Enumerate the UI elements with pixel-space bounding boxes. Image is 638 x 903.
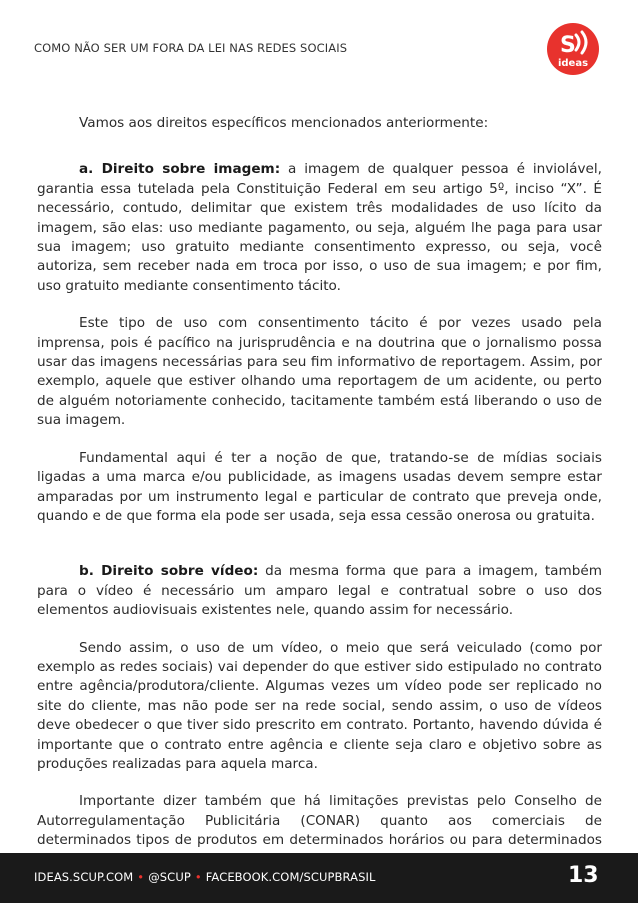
social-media-image-paragraph: Fundamental aqui é ter a noção de que, tratando-se de mídias sociais ligadas a uma marca e/ou publicidade, as imagens usadas devem sempre estar amparadas por um instrumento legal e particular de contrato que preveja onde, quando e de que forma ela pode ser usada, seja essa cessão onerosa ou gratuita. <box>37 449 602 524</box>
footer-separator: • <box>137 870 145 884</box>
logo-mark: S <box>560 33 576 58</box>
footer-link-twitter[interactable]: @SCUP <box>148 870 191 884</box>
image-rights-text: a imagem de qualquer pessoa é inviolável, garantia essa tutelada pela Constituição Federal em seu artigo 5º, inciso “X”. É necessário, contudo, delimitar que existem três modalidades de uso lícito da imagem, são elas: uso mediante pagamento, ou seja, alguém lhe paga para usar sua imagem; uso gratuito mediante consentimento expresso, ou seja, você autoriza, sem receber nada em troca por isso, o uso de sua imagem; e por fim, uso gratuito mediante consentimento tácito. <box>37 161 602 294</box>
video-rights-text: da mesma forma que para a imagem, também para o vídeo é necessário um amparo legal e contratual sobre o uso dos elementos audiovisuais existentes nele, quando assim for necessário. <box>37 563 602 619</box>
footer-link-facebook[interactable]: FACEBOOK.COM/SCUPBRASIL <box>205 870 376 884</box>
page-content <box>37 114 602 870</box>
scup-ideas-logo <box>547 23 599 75</box>
page-number: 13 <box>568 863 599 888</box>
tacit-consent-paragraph: Este tipo de uso com consentimento tácito é por vezes usado pela imprensa, pois é pacífico na jurisprudência e na doutrina que o jornalismo possa usar das imagens necessárias para seu fim informativo de reportagem. Assim, por exemplo, aquele que estiver olhando uma reportagem de um acidente, ou perto de alguém notoriamente conhecido, tacitamente também está liberando o uso de sua imagem. <box>37 315 602 429</box>
footer-link-site[interactable]: IDEAS.SCUP.COM <box>34 870 134 884</box>
image-rights-heading: a. Direito sobre imagem: <box>79 161 281 178</box>
logo-word: ideas <box>557 58 589 69</box>
footer-links <box>34 870 376 884</box>
page-footer <box>0 853 638 903</box>
image-rights-paragraph <box>37 160 602 296</box>
video-contract-paragraph: Sendo assim, o uso de um vídeo, o meio que será veiculado (como por exemplo as redes sociais) vai depender do que estiver sido estipulado no contrato entre agência/produtora/cliente. Algumas vezes um vídeo pode ser replicado no site do cliente, mas não pode ser na rede social, sendo assim, o uso de vídeos deve obedecer o que tiver sido prescrito em contrato. Portanto, havendo dúvida é importante que o contrato entre agência e cliente seja claro e objetivo sobre as produções realizadas para aquela marca. <box>37 639 602 772</box>
video-rights-paragraph <box>37 562 602 620</box>
conar-paragraph: Importante dizer também que há limitações previstas pelo Conselho de Autorregulamentação Publicitária (CONAR) quanto aos comerciais de determinados tipos de produtos em determinados horários ou para determinados <box>37 793 602 849</box>
intro-paragraph: Vamos aos direitos específicos mencionados anteriormente: <box>79 115 489 131</box>
video-rights-heading: b. Direito sobre vídeo: <box>79 563 259 580</box>
footer-separator: • <box>194 870 202 884</box>
page-header-title: COMO NÃO SER UM FORA DA LEI NAS REDES SOCIAIS <box>34 41 348 55</box>
